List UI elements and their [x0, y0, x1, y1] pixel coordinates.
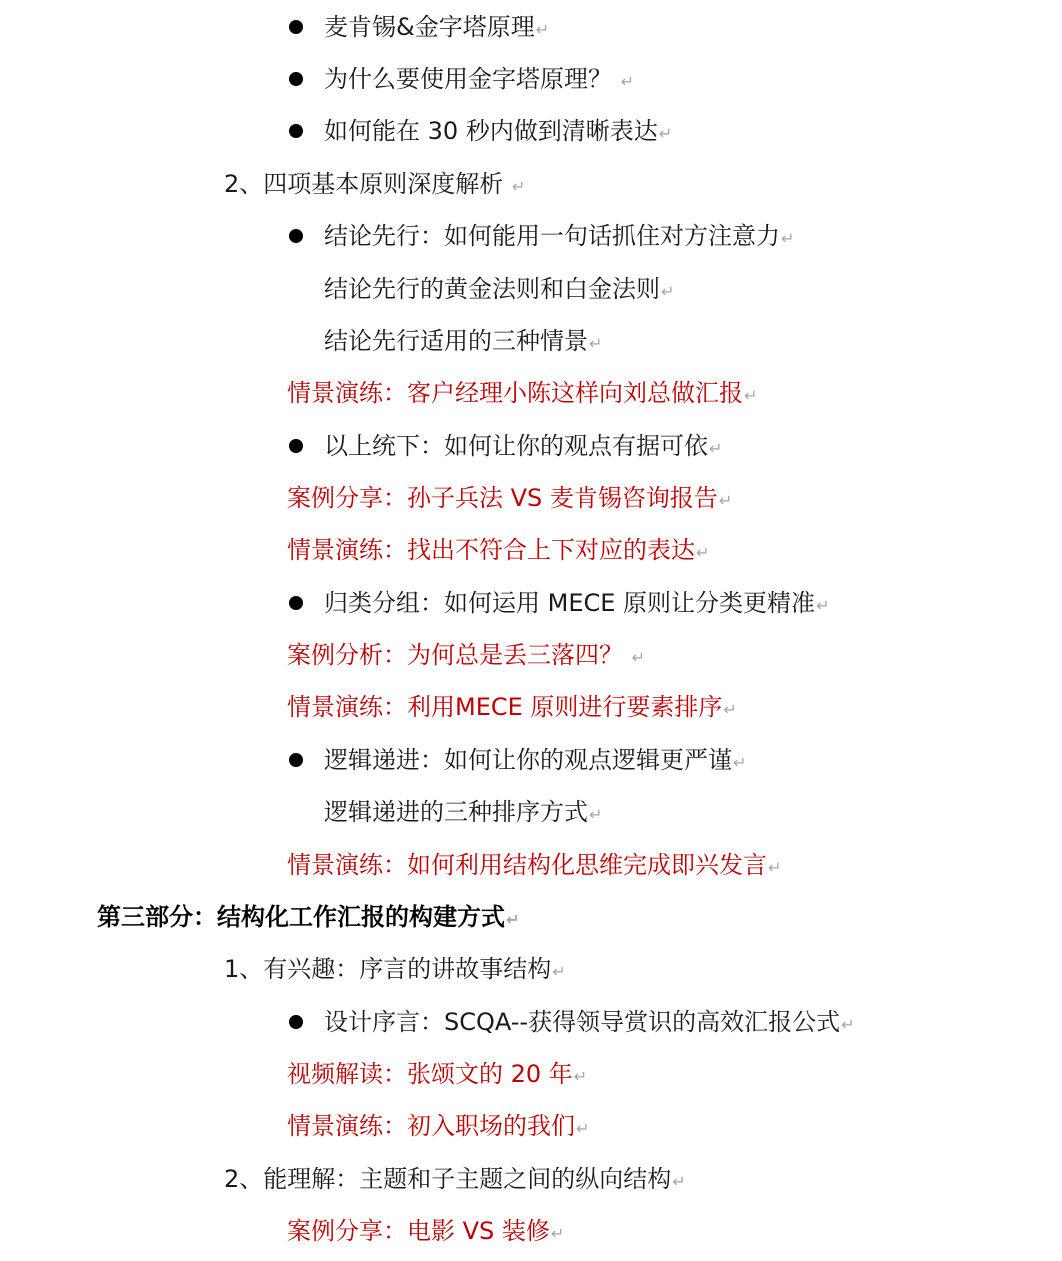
line-text: 情景演练：客户经理小陈这样向刘总做汇报 [287, 379, 743, 407]
bullet-icon [289, 753, 303, 767]
bullet-icon [289, 439, 303, 453]
line-text: 逻辑递进：如何让你的观点逻辑更严谨 [324, 746, 732, 774]
paragraph-mark-icon: ↵ [816, 596, 830, 615]
line-text: 1、有兴趣：序言的讲故事结构 [224, 955, 552, 983]
section-heading [97, 897, 519, 937]
paragraph-mark-icon: ↵ [576, 1119, 590, 1138]
line-text: 设计序言：SCQA--获得领导赏识的高效汇报公式 [324, 1008, 841, 1036]
sub-item [324, 269, 674, 309]
line-text: 视频解读：张颂文的 20 年 [287, 1060, 573, 1088]
line-text: 案例分享：电影 VS 装修 [287, 1217, 550, 1245]
paragraph-mark-icon: ↵ [841, 1015, 855, 1034]
paragraph-mark-icon: ↵ [589, 805, 603, 824]
case-item [287, 1211, 564, 1251]
paragraph-mark-icon: ↵ [535, 20, 550, 39]
paragraph-mark-icon: ↵ [620, 72, 635, 91]
case-item [287, 478, 732, 518]
paragraph-mark-icon: ↵ [631, 648, 646, 667]
line-text: 情景演练：利用MECE 原则进行要素排序 [287, 693, 723, 721]
exercise-item [287, 687, 737, 727]
bullet-item [324, 1002, 855, 1042]
exercise-item [287, 845, 781, 885]
bullet-item [324, 426, 722, 466]
paragraph-mark-icon: ↵ [781, 229, 795, 248]
line-text: 结论先行适用的三种情景 [324, 327, 588, 355]
bullet-item [324, 59, 634, 99]
line-text: 结论先行的黄金法则和白金法则 [324, 275, 660, 303]
line-text: 逻辑递进的三种排序方式 [324, 798, 588, 826]
line-text: 案例分享：孙子兵法 VS 麦肯锡咨询报告 [287, 484, 718, 512]
paragraph-mark-icon: ↵ [661, 282, 675, 301]
line-text: 情景演练：初入职场的我们 [287, 1112, 575, 1140]
paragraph-mark-icon: ↵ [589, 334, 603, 353]
bullet-icon [289, 596, 303, 610]
bullet-icon [289, 1015, 303, 1029]
line-text: 情景演练：如何利用结构化思维完成即兴发言 [287, 851, 767, 879]
paragraph-mark-icon: ↵ [550, 1224, 565, 1243]
case-item [287, 635, 645, 675]
paragraph-mark-icon: ↵ [573, 1067, 588, 1086]
paragraph-mark-icon: ↵ [733, 753, 747, 772]
bullet-icon [289, 124, 303, 138]
line-text: 以上统下：如何让你的观点有据可依 [324, 432, 708, 460]
paragraph-mark-icon: ↵ [658, 124, 673, 143]
paragraph-mark-icon: ↵ [672, 1172, 686, 1191]
exercise-item [287, 373, 757, 413]
bullet-item [324, 583, 829, 623]
paragraph-mark-icon: ↵ [723, 700, 737, 719]
numbered-heading [224, 1159, 686, 1199]
paragraph-mark-icon: ↵ [552, 962, 566, 981]
line-text: 2、能理解：主题和子主题之间的纵向结构 [224, 1165, 672, 1193]
numbered-heading [224, 164, 525, 204]
paragraph-mark-icon: ↵ [696, 543, 710, 562]
bullet-icon [289, 229, 303, 243]
bullet-item [324, 740, 746, 780]
sub-item [324, 792, 602, 832]
line-text: 2、四项基本原则深度解析 [224, 170, 511, 198]
line-text: 为什么要使用金字塔原理？ [324, 65, 620, 93]
paragraph-mark-icon: ↵ [709, 439, 723, 458]
paragraph-mark-icon: ↵ [506, 910, 520, 929]
bullet-item [324, 216, 794, 256]
bullet-icon [289, 20, 303, 34]
paragraph-mark-icon: ↵ [511, 177, 526, 196]
bullet-icon [289, 72, 303, 86]
paragraph-mark-icon: ↵ [718, 491, 733, 510]
exercise-item [287, 530, 709, 570]
line-text: 如何能在 30 秒内做到清晰表达 [324, 117, 658, 145]
line-text: 情景演练：找出不符合上下对应的表达 [287, 536, 695, 564]
line-text: 归类分组：如何运用 MECE 原则让分类更精准 [324, 589, 816, 617]
sub-item [324, 321, 602, 361]
paragraph-mark-icon: ↵ [744, 386, 758, 405]
video-item [287, 1054, 587, 1094]
line-text: 第三部分：结构化工作汇报的构建方式 [97, 903, 505, 931]
line-text: 麦肯锡&金字塔原理 [324, 13, 535, 41]
exercise-item [287, 1106, 589, 1146]
bullet-item [324, 111, 672, 151]
line-text: 结论先行：如何能用一句话抓住对方注意力 [324, 222, 780, 250]
bullet-item [324, 7, 549, 47]
numbered-heading [224, 949, 566, 989]
line-text: 案例分析：为何总是丢三落四？ [287, 641, 631, 669]
paragraph-mark-icon: ↵ [768, 858, 782, 877]
